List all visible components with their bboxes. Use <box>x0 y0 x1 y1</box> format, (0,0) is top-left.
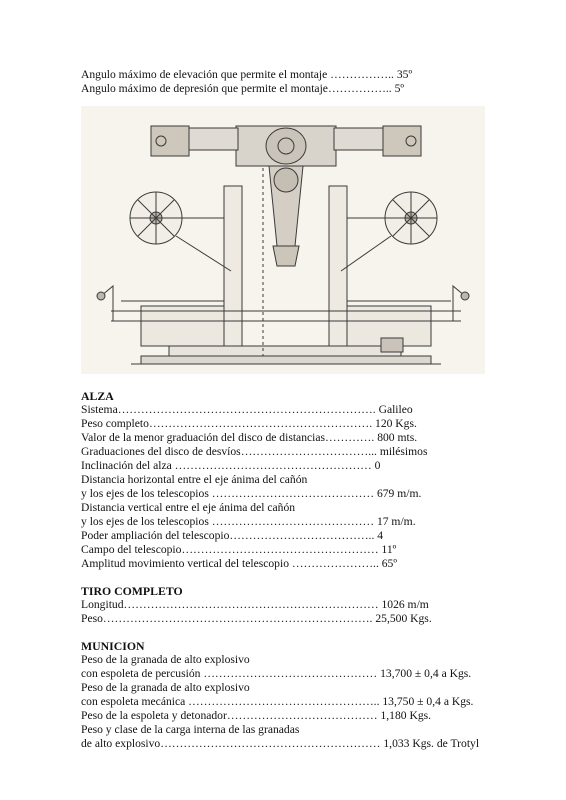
municion-line: Peso de la granada de alto explosivo <box>81 681 250 694</box>
alza-line: Distancia horizontal entre el eje ánima del cañón <box>81 473 308 486</box>
gun-mount-drawing <box>81 106 485 374</box>
alza-line: Distancia vertical entre el eje ánima del cañón <box>81 501 296 514</box>
alza-line: y los ejes de los telescopios …………………………………… 17 m/m. <box>81 515 416 528</box>
alza-line: Graduaciones del disco de desvíos……………………………... milésimos <box>81 445 428 458</box>
alza-line: y los ejes de los telescopios …………………………………… 679 m/m. <box>81 487 422 500</box>
alza-heading: ALZA <box>81 389 114 403</box>
intro-line-1: Angulo máximo de elevación que permite el montaje …………….. 35º <box>81 68 413 81</box>
tiro-line: Longitud………………………………………………………… 1026 m/m <box>81 598 429 611</box>
alza-line: Campo del telescopio…………………………………………… 11º <box>81 543 397 556</box>
municion-line: Peso de la espoleta y detonador………………………………… 1,180 Kgs. <box>81 709 432 722</box>
alza-line: Amplitud movimiento vertical del telescopio ………………….. 65º <box>81 557 397 570</box>
municion-heading: MUNICION <box>81 639 145 653</box>
municion-line: Peso de la granada de alto explosivo <box>81 653 250 666</box>
intro-line-2: Angulo máximo de depresión que permite el montaje…………….. 5º <box>81 82 405 95</box>
municion-line: con espoleta de percusión ……………………………………… 13,700 ± 0,4 a Kgs. <box>81 667 472 680</box>
municion-line: Peso y clase de la carga interna de las granadas <box>81 723 300 736</box>
alza-line: Inclinación del alza …………………………………………… 0 <box>81 459 381 472</box>
tiro-line: Peso……………………………………………………………. 25,500 Kgs. <box>81 612 432 625</box>
alza-line: Sistema…………………………………………………………. Galileo <box>81 403 413 416</box>
alza-line: Peso completo…………………………………………………. 120 Kgs. <box>81 417 417 430</box>
tiro-heading: TIRO COMPLETO <box>81 584 183 598</box>
municion-line: de alto explosivo………………………………………………… 1,033 Kgs. de Trotyl <box>81 737 480 750</box>
alza-line: Valor de la menor graduación del disco de distancias…………. 800 mts. <box>81 431 418 444</box>
municion-line: con espoleta mecánica ………………………………………….. 13,750 ± 0,4 a Kgs. <box>81 695 474 708</box>
alza-line: Poder ampliación del telescopio……………………………….. 4 <box>81 529 384 542</box>
